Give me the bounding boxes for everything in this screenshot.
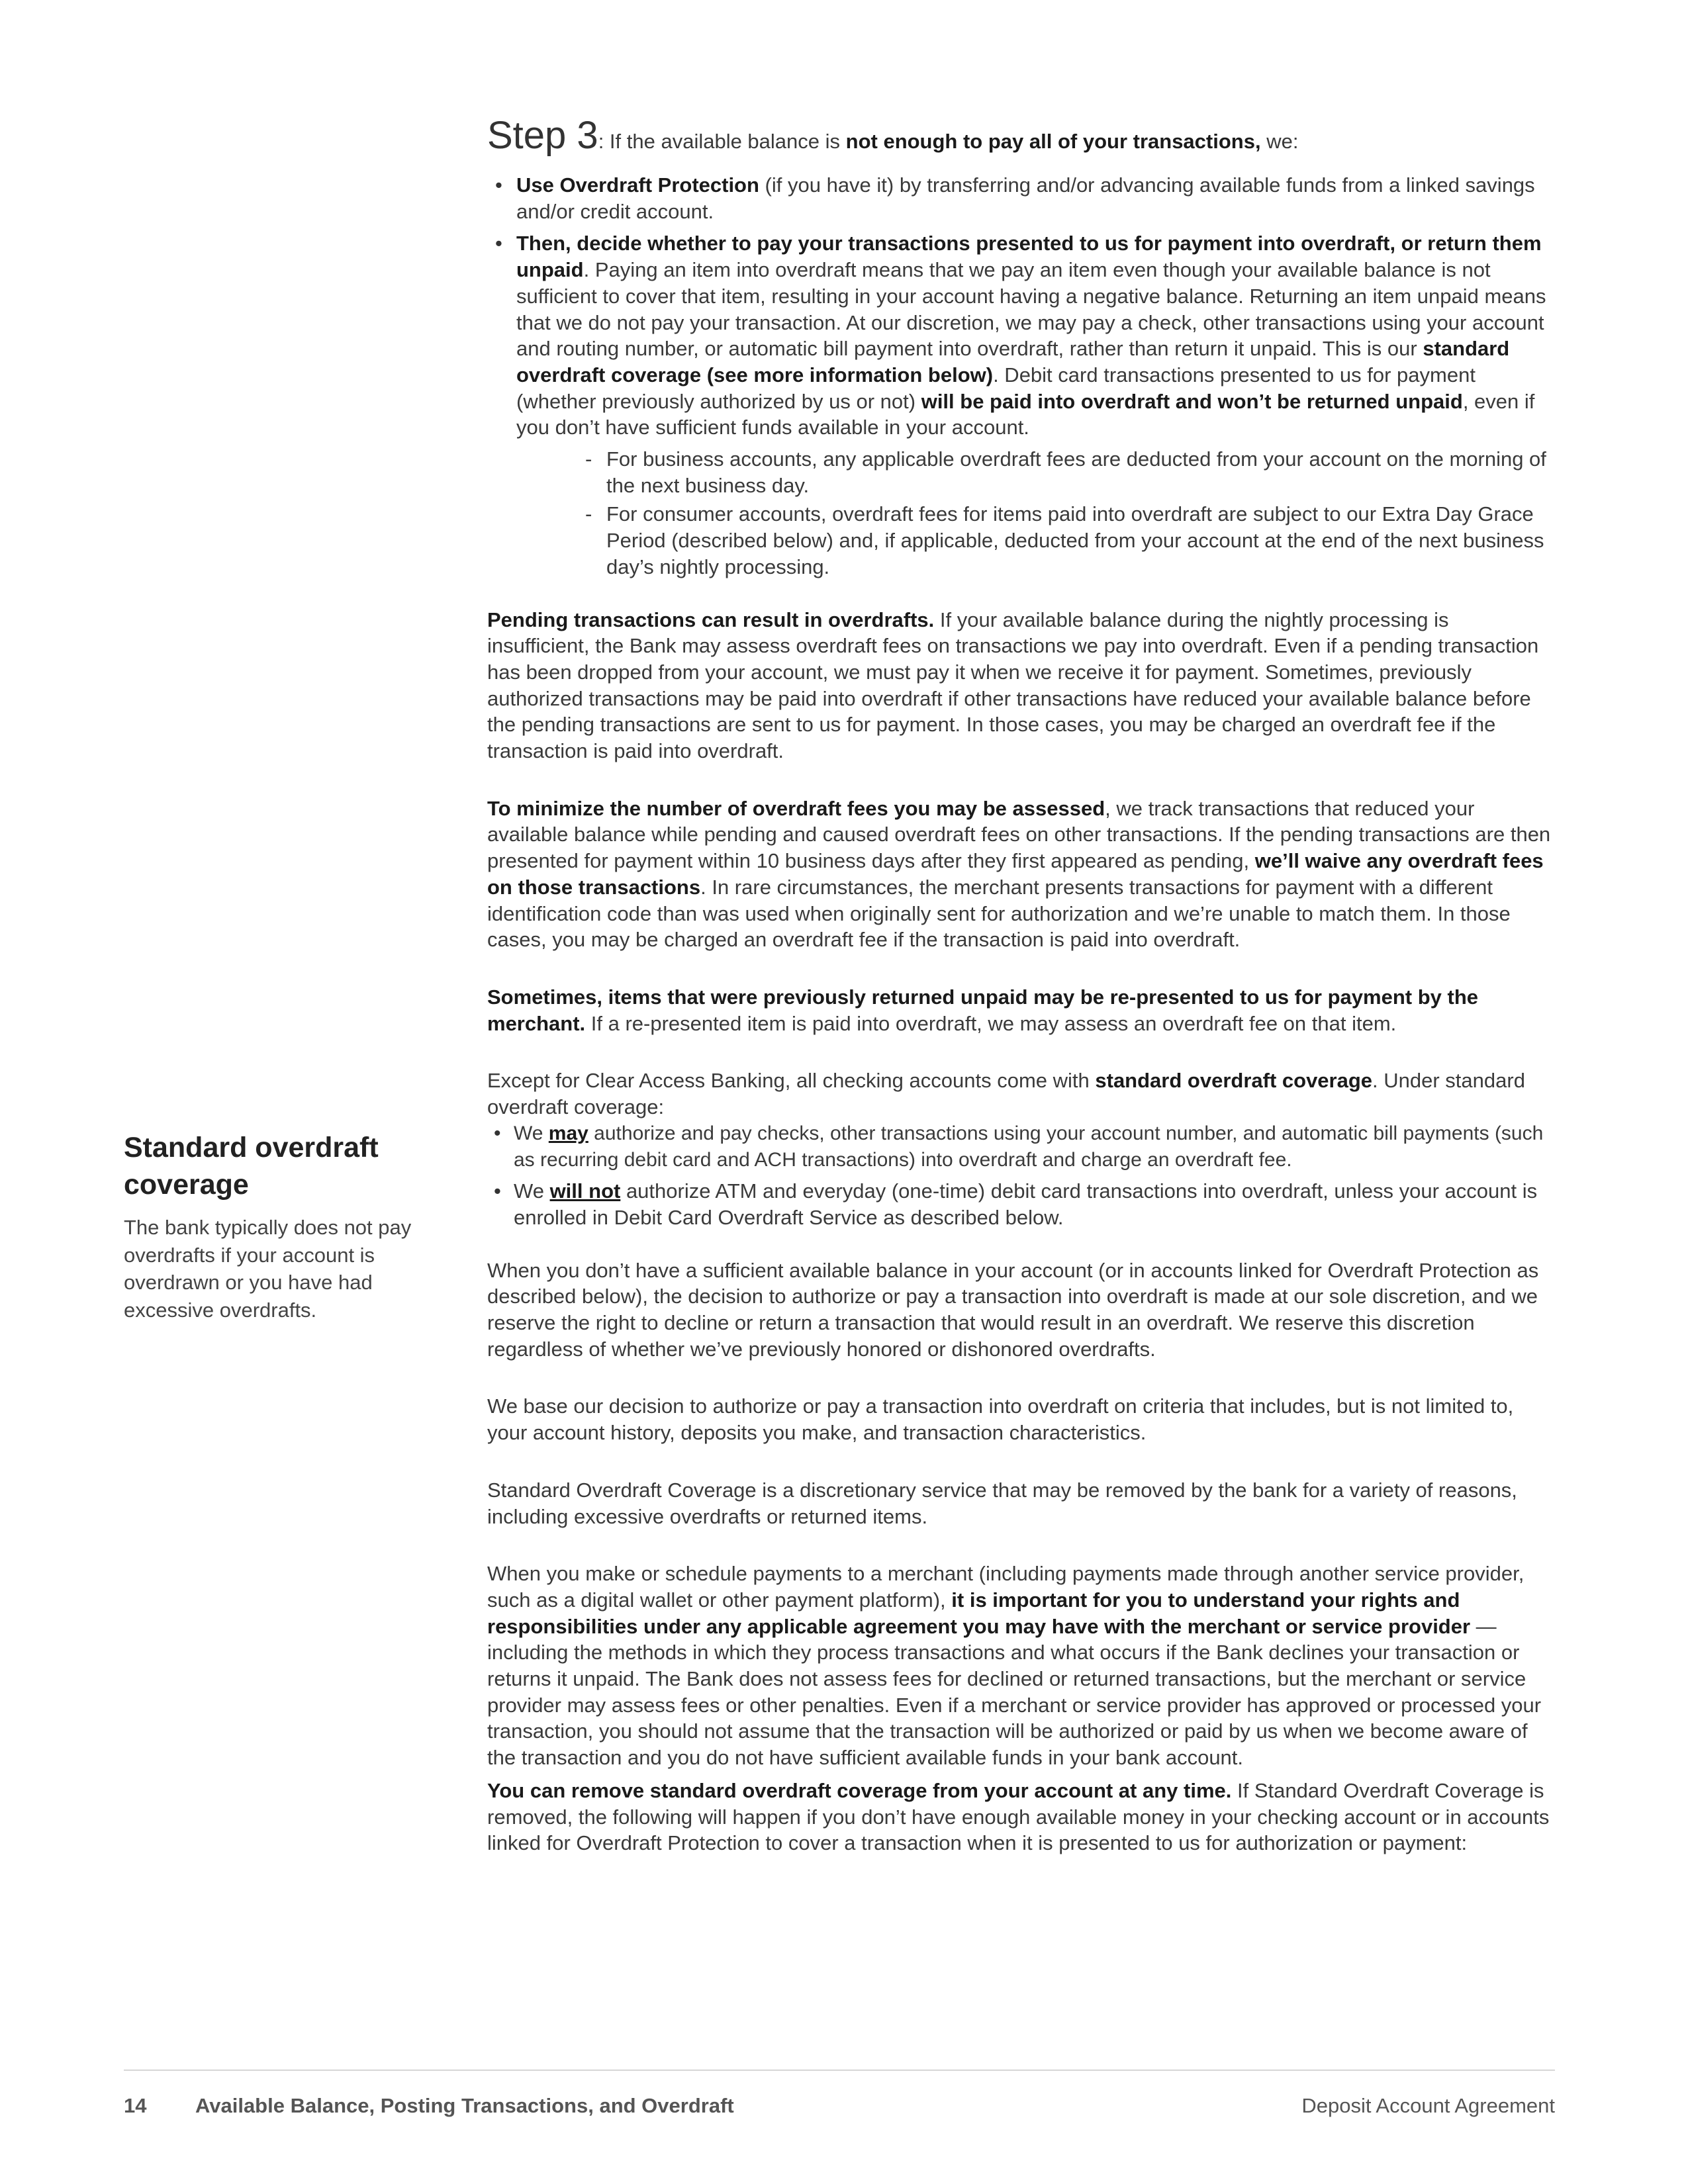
bullet-may-authorize: • We may authorize and pay checks, other transactions using your account number, and automatic bill payments (such as recurring debit card and ACH transactions) into overdraft and charge an overdraft fee. <box>487 1120 1554 1173</box>
step-3-intro: Step 3: If the available balance is not enough to pay all of your transactions, we: <box>487 114 1299 157</box>
main-content <box>487 113 1554 1856</box>
bullet-decide-pay-or-return: • Then, decide whether to pay your transactions presented to us for payment into overdraft, or return them unpaid. Paying an item into overdraft means that we pay an item even though your available balance is not sufficient to cover that item, resulting in your account having a negative balance. Returning an item unpaid means that we do not pay your transaction. At our discretion, we may pay a check, other transactions using your account and routing number, or automatic bill payment into overdraft, rather than return it unpaid. This is our standard overdraft coverage (see more information below). Debit card transactions presented to us for payment (whether previously authorized by us or not) will be paid into overdraft and won’t be returned unpaid, even if you don’t have sufficient funds available in your account. - For business accounts, any applicable overdraft fees are deducted from your account on the morning of the next business day. - For consumer accounts, overdraft fees for items paid into overdraft are subject to our Extra Day Grace Period (described below) and, if applicable, deducted from your account at the end of the next business day’s nightly processing. <box>487 230 1554 580</box>
bullet-will-not-authorize: • We will not authorize ATM and everyday (one-time) debit card transactions into overdraft, unless your account is enrolled in Debit Card Overdraft Service as described below. <box>487 1178 1554 1230</box>
represented-paragraph: Sometimes, items that were previously returned unpaid may be re-presented to us for payment by the merchant. If a re-presented item is paid into overdraft, we may assess an overdraft fee on that item. <box>487 985 1478 1035</box>
section-title: Available Balance, Posting Transactions, and Overdraft <box>195 2094 734 2117</box>
sub-item-consumer: - For consumer accounts, overdraft fees for items paid into overdraft are subject to our Extra Day Grace Period (described below) and, if applicable, deducted from your account at the end of the next business day’s nightly processing. <box>516 501 1554 580</box>
page-footer <box>124 2091 1555 2120</box>
page-number: 14 <box>124 2094 147 2117</box>
sidebar <box>124 1129 435 1324</box>
fee-sublist <box>516 446 1554 580</box>
sidebar-heading: Standard overdraft coverage <box>124 1132 379 1201</box>
coverage-bullets <box>487 1120 1554 1231</box>
bullet-overdraft-protection: • Use Overdraft Protection (if you have it) by transferring and/or advancing available funds from a linked savings and/or credit account. <box>487 172 1554 224</box>
step-3-bullets <box>487 172 1554 580</box>
pending-paragraph: Pending transactions can result in overdrafts. If your available balance during the nightly processing is insufficient, the Bank may assess overdraft fees on transactions we pay into overdraft. Even if a pending transaction has been dropped from your account, we must pay it when we receive it for payment. Sometimes, previously authorized transactions may be paid into overdraft if other transactions have reduced your available balance before the pending transactions are sent to us for payment. In those cases, you may be charged an overdraft fee if the transaction is paid into overdraft. <box>487 608 1539 763</box>
criteria-paragraph: We base our decision to authorize or pay a transaction into overdraft on criteria that includes, but is not limited to, your account history, deposits you make, and transaction characteristics. <box>487 1394 1514 1445</box>
document-title: Deposit Account Agreement <box>1301 2094 1555 2117</box>
step-label: Step 3 <box>487 114 598 157</box>
service-paragraph: Standard Overdraft Coverage is a discretionary service that may be removed by the bank for a variety of reasons, including excessive overdrafts or returned items. <box>487 1478 1517 1528</box>
sidebar-note: The bank typically does not pay overdrafts if your account is overdrawn or you have had excessive overdrafts. <box>124 1216 412 1322</box>
coverage-paragraph: Except for Clear Access Banking, all checking accounts come with standard overdraft coverage. Under standard overdraft coverage: <box>487 1069 1525 1119</box>
merchant-paragraph: When you make or schedule payments to a merchant (including payments made through another service provider, such as a digital wallet or other payment platform), it is important for you to understand your rights and responsibilities under any applicable agreement you may have with the merchant or service provider — including the methods in which they process transactions and what occurs if the Bank declines your transaction or returns it unpaid. The Bank does not assess fees for declined or returned transactions, but the merchant or service provider may assess fees or other penalties. Even if a merchant or service provider has approved or processed your transaction, you should not assume that the transaction will be authorized or paid by us when we become aware of the transaction and you do not have sufficient available funds in your bank account. <box>487 1562 1542 1770</box>
remove-coverage-paragraph: You can remove standard overdraft coverage from your account at any time. If Standard Overdraft Coverage is removed, the following will happen if you don’t have enough available money in your checking account or in accounts linked for Overdraft Protection to cover a transaction when it is presented to us for authorization or payment: <box>487 1778 1550 1855</box>
minimize-paragraph: To minimize the number of overdraft fees you may be assessed, we track transactions that reduced your available balance while pending and caused overdraft fees on other transactions. If the pending transactions are then presented for payment within 10 business days after they first appeared as pending, we’ll waive any overdraft fees on those transactions. In rare circumstances, the merchant presents transactions for payment with a different identification code than was used when originally sent for authorization and we’re unable to match them. In those cases, you may be charged an overdraft fee if the transaction is paid into overdraft. <box>487 796 1551 952</box>
footer-divider <box>124 2070 1555 2071</box>
discretion-paragraph: When you don’t have a sufficient available balance in your account (or in accounts linked for Overdraft Protection as described below), the decision to authorize or pay a transaction into overdraft is made at our sole discretion, and we reserve the right to decline or return a transaction that would result in an overdraft. We reserve this discretion regardless of whether we’ve previously honored or dishonored overdrafts. <box>487 1258 1539 1361</box>
sub-item-business: - For business accounts, any applicable overdraft fees are deducted from your account on the morning of the next business day. <box>516 446 1554 498</box>
